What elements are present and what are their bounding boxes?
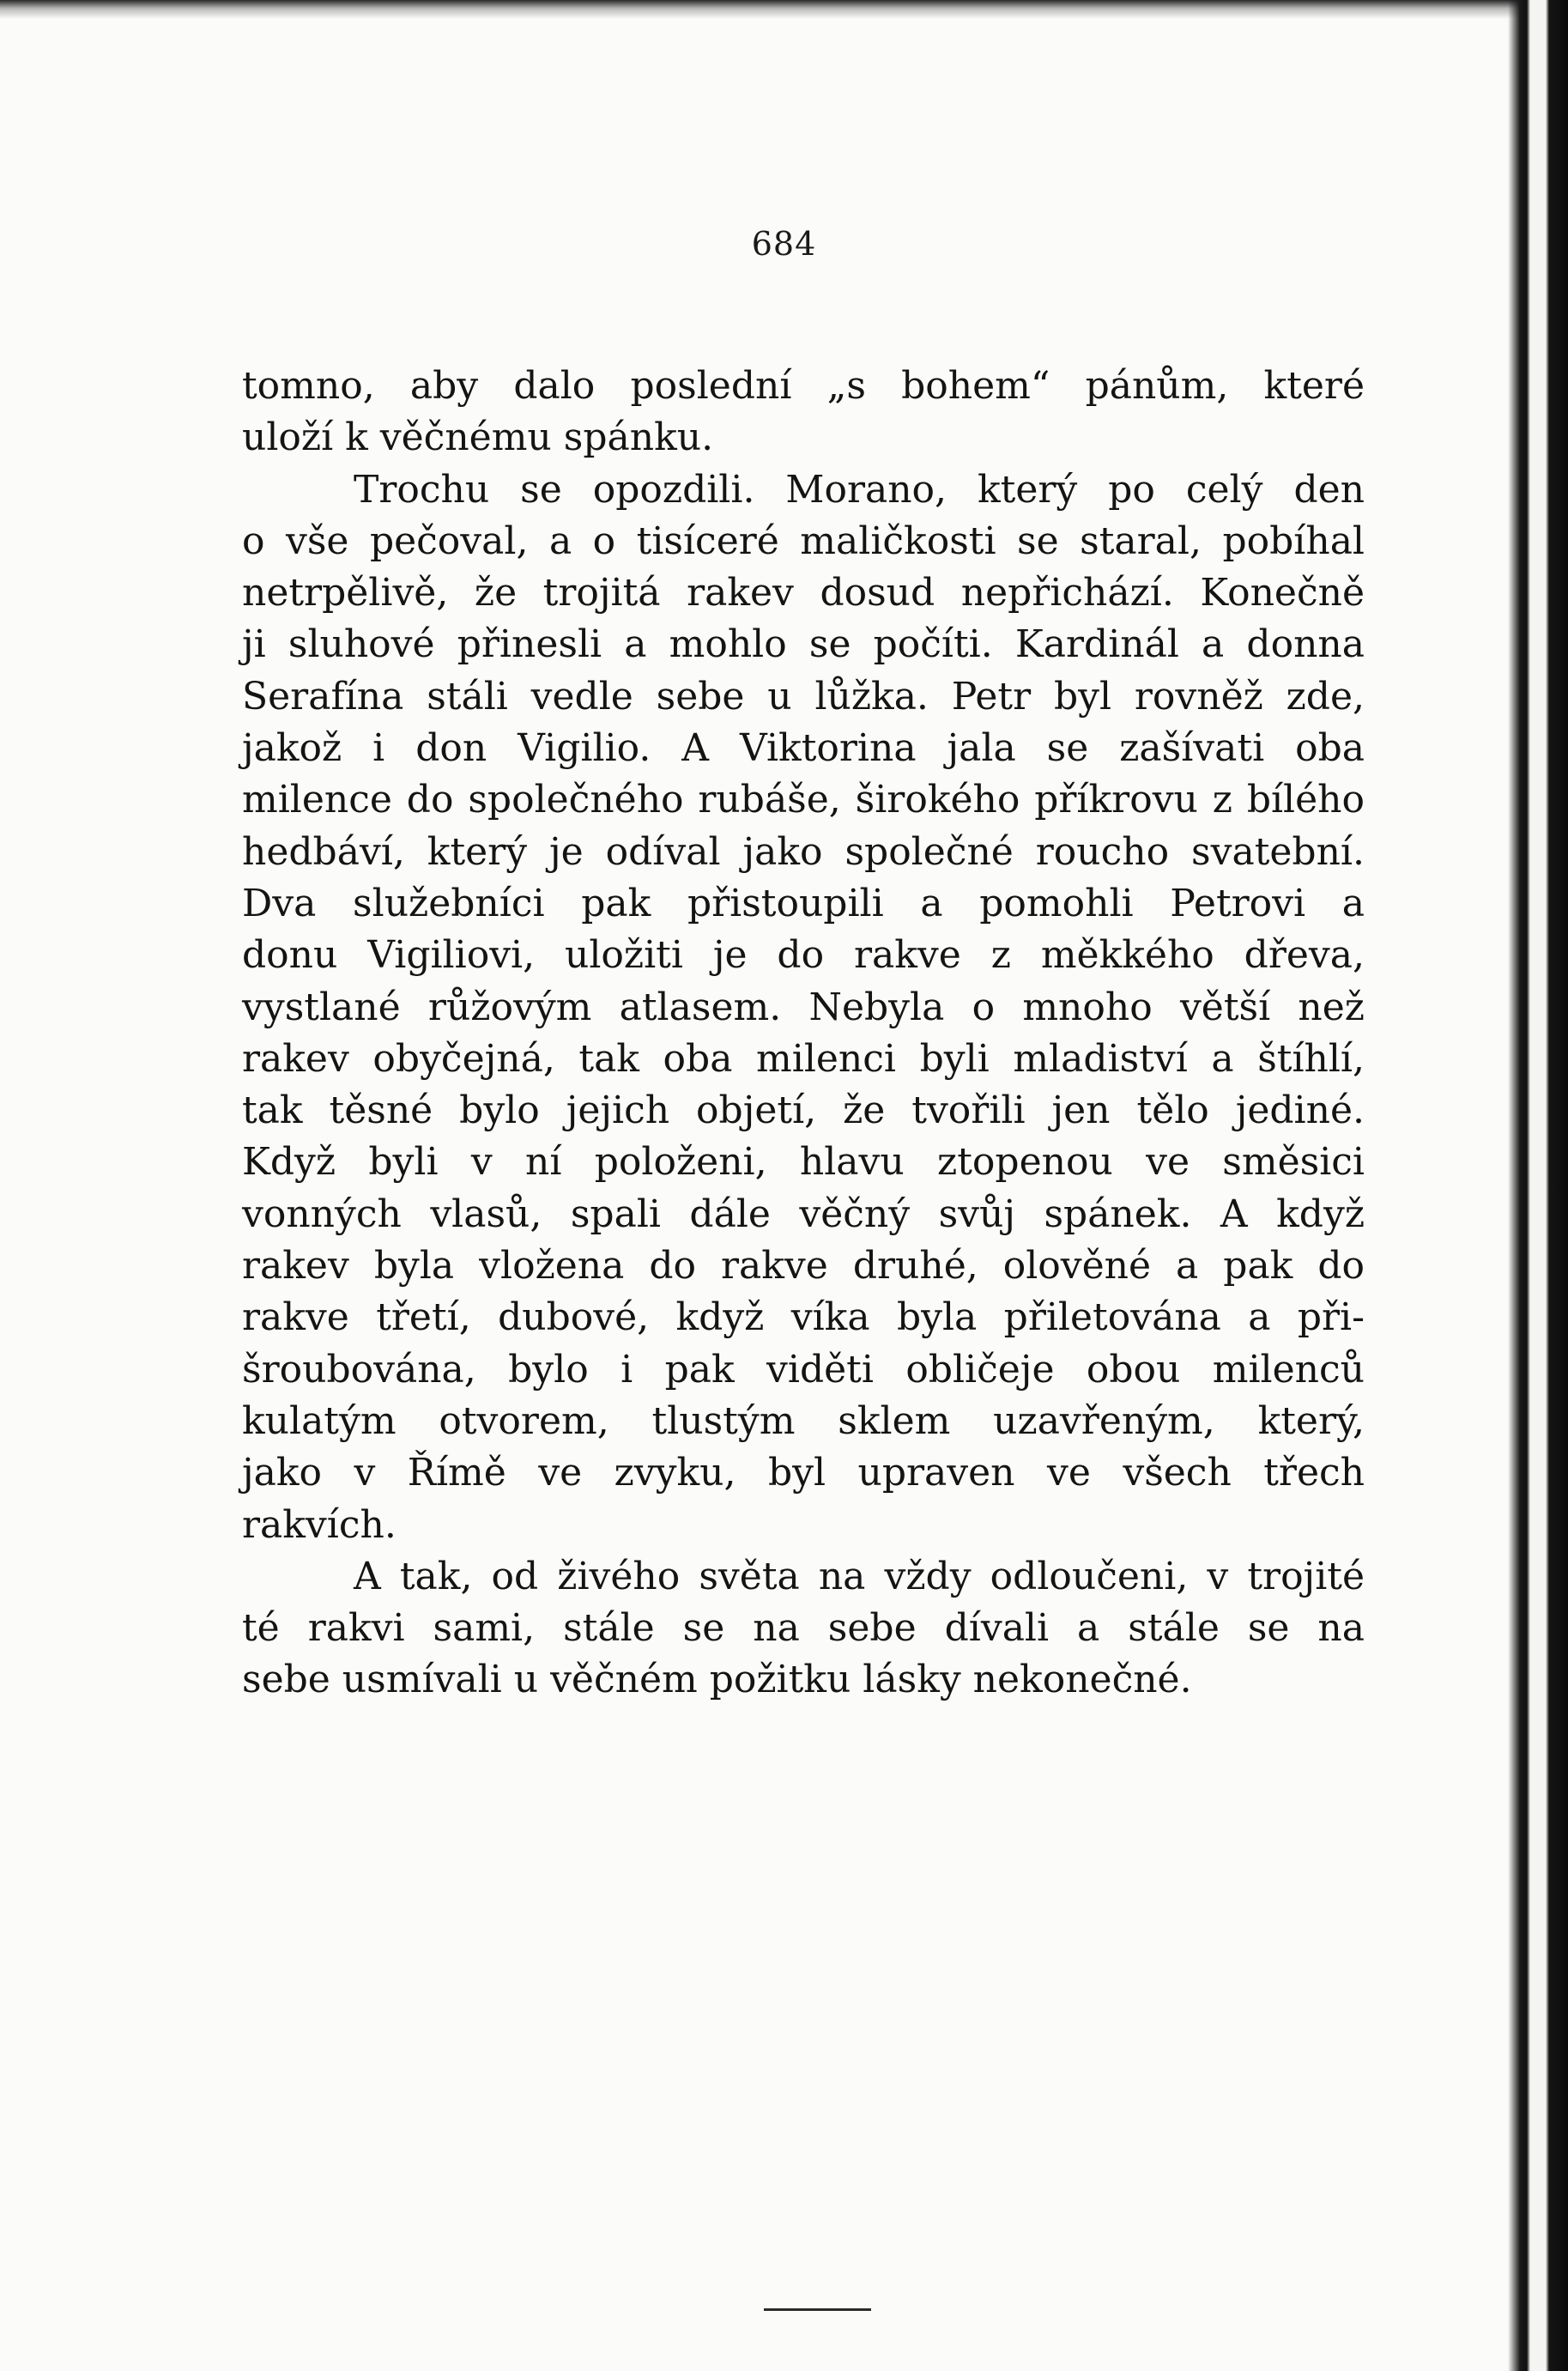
text-line: jakož i don Vigilio. A Viktorina jala se zašívati oba <box>242 726 1365 771</box>
text-line: kulatým otvorem, tlustým sklem uzavřeným, který, <box>242 1398 1365 1443</box>
text-line: té rakvi sami, stále se na sebe dívali a stále se na <box>242 1606 1365 1651</box>
text-line: Dva služebníci pak přistoupili a pomohli Petrovi a <box>242 881 1365 925</box>
text-line: donu Vigiliovi, uložiti je do rakve z měkkého dřeva, <box>242 933 1365 978</box>
text-line: jako v Římě ve zvyku, byl upraven ve všech třech <box>242 1451 1365 1495</box>
text-line: rakvích. <box>242 1502 397 1547</box>
text-line: rakev obyčejná, tak oba milenci byli mladiství a štíhlí, <box>242 1036 1365 1081</box>
text-line: milence do společného rubáše, širokého příkrovu z bílého <box>242 778 1365 822</box>
text-line: sebe usmívali u věčném požitku lásky nekonečné. <box>242 1658 1192 1702</box>
text-line: rakev byla vložena do rakve druhé, olověné a pak do <box>242 1244 1365 1289</box>
scan-right-edge <box>1508 0 1568 2371</box>
scan-top-edge <box>0 0 1568 19</box>
text-line: rakve třetí, dubové, když víka byla přiletována a při- <box>242 1295 1365 1340</box>
page-number: 684 <box>751 225 817 263</box>
text-line: Když byli v ní položeni, hlavu ztopenou ve směsici <box>242 1140 1365 1185</box>
text-line: tak těsné bylo jejich objetí, že tvořili jen tělo jediné. <box>242 1088 1365 1133</box>
chapter-end-rule <box>764 2308 871 2311</box>
text-line: vonných vlasů, spali dále věčný svůj spánek. A když <box>242 1192 1365 1236</box>
text-line: uloží k věčnému spánku. <box>242 415 714 460</box>
text-line: šroubována, bylo i pak viděti obličeje obou milenců <box>242 1347 1365 1392</box>
text-line: tomno, aby dalo poslední „s bohem“ pánům, které <box>242 364 1365 408</box>
text-line: netrpělivě, že trojitá rakev dosud nepřichází. Konečně <box>242 571 1365 615</box>
text-line: A tak, od živého světa na vždy odloučeni, v trojité <box>354 1554 1365 1598</box>
text-line: hedbáví, který je odíval jako společné roucho svatební. <box>242 829 1365 874</box>
text-line: vystlané růžovým atlasem. Nebyla o mnoho větší než <box>242 985 1365 1029</box>
text-line: Serafína stáli vedle sebe u lůžka. Petr byl rovněž zde, <box>242 674 1365 719</box>
text-line: ji sluhové přinesli a mohlo se počíti. Kardinál a donna <box>242 622 1365 667</box>
text-line: o vše pečoval, a o tisíceré maličkosti se staral, pobíhal <box>242 518 1365 563</box>
text-line: Trochu se opozdili. Morano, který po celý den <box>354 467 1365 512</box>
body-text <box>242 361 1365 1707</box>
